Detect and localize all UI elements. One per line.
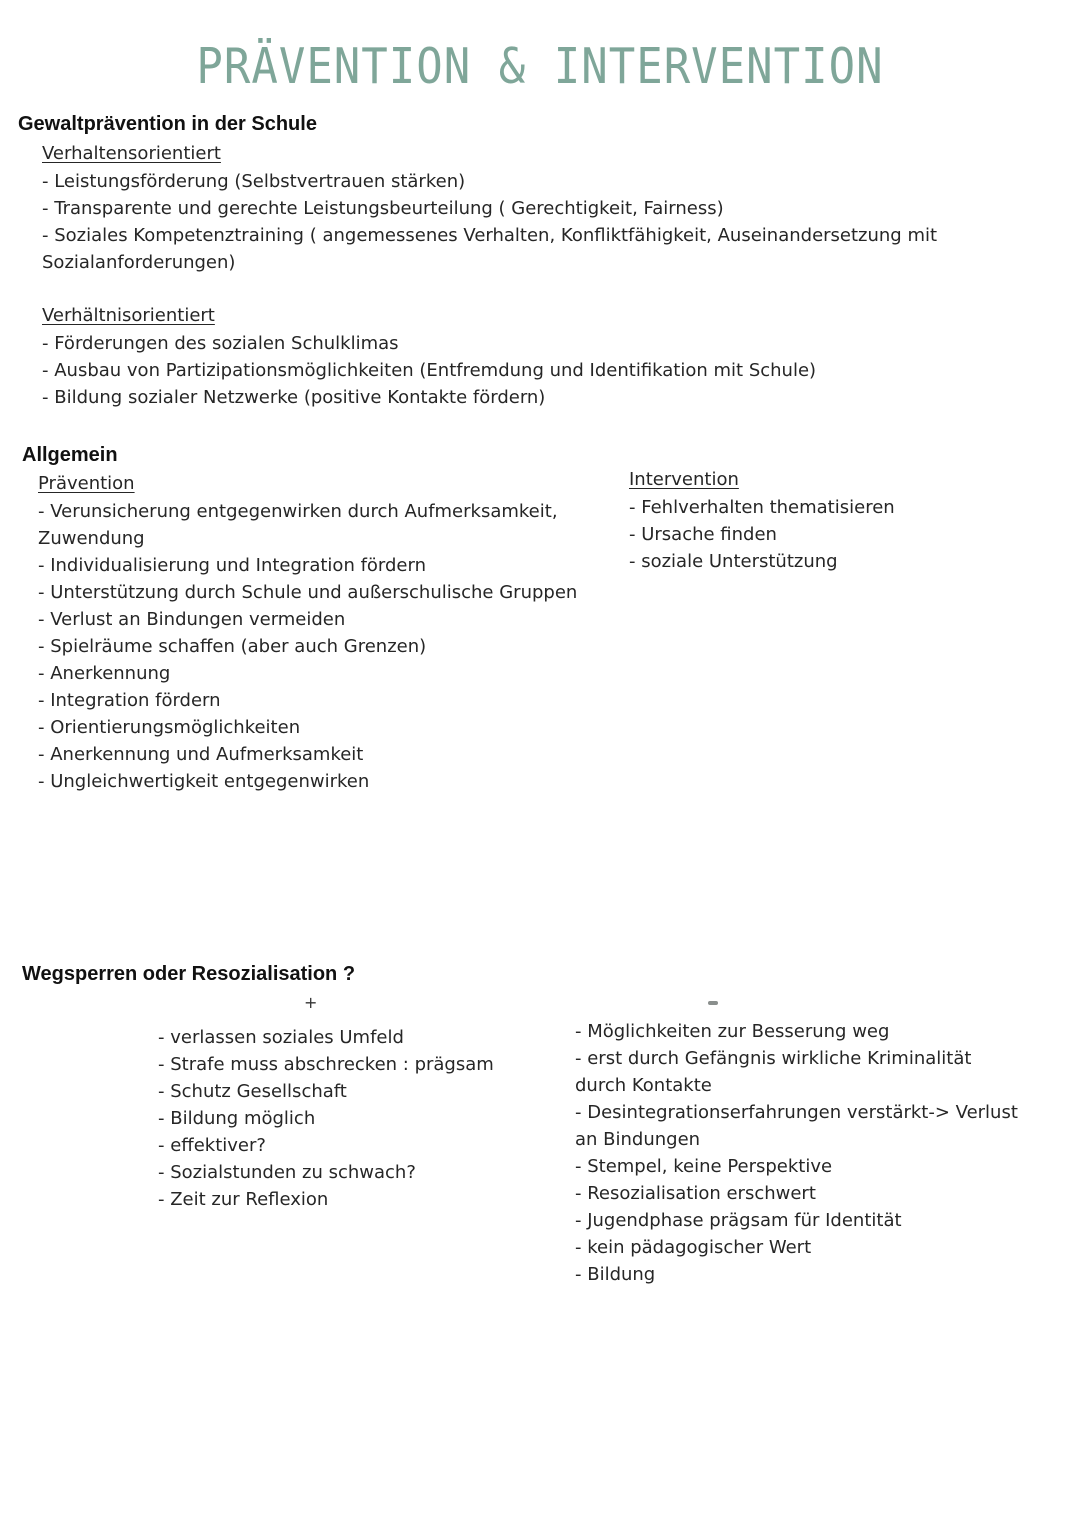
- list-contra: [575, 1018, 1055, 1288]
- list-item: - Jugendphase prägsam für Identität: [575, 1210, 902, 1231]
- list-item: - Fehlverhalten thematisieren: [629, 497, 895, 518]
- list-item: - Bildung möglich: [158, 1108, 316, 1129]
- list-item: - kein pädagogischer Wert: [575, 1237, 812, 1258]
- list-item: - Sozialstunden zu schwach?: [158, 1162, 416, 1183]
- section-heading-gewaltpraevention: Gewaltprävention in der Schule: [18, 113, 317, 135]
- minus-icon: [708, 1001, 718, 1005]
- list-item: - verlassen soziales Umfeld: [158, 1027, 404, 1048]
- page-title: PRÄVENTION & INTERVENTION: [196, 38, 884, 96]
- list-item: - Resozialisation erschwert: [575, 1183, 816, 1204]
- list-item: - Leistungsförderung (Selbstvertrauen stärken): [42, 171, 466, 192]
- plus-icon: +: [304, 993, 318, 1012]
- list-item: - Anerkennung und Aufmerksamkeit: [38, 744, 364, 765]
- list-item: - Stempel, keine Perspektive: [575, 1156, 833, 1177]
- list-item: - erst durch Gefängnis wirkliche Kriminalität: [575, 1048, 972, 1069]
- subheading-intervention: Intervention: [629, 469, 739, 490]
- list-item: - Soziales Kompetenztraining ( angemessenes Verhalten, Konfliktfähigkeit, Auseinandersetzung mit: [42, 225, 938, 246]
- list-item: - Möglichkeiten zur Besserung weg: [575, 1021, 890, 1042]
- list-item: - Bildung sozialer Netzwerke (positive Kontakte fördern): [42, 387, 546, 408]
- list-item: Sozialanforderungen): [42, 252, 236, 273]
- list-item: - Zeit zur Reflexion: [158, 1189, 329, 1210]
- list-item: an Bindungen: [575, 1129, 701, 1150]
- list-item: - soziale Unterstützung: [629, 551, 838, 572]
- list-item: - Individualisierung und Integration fördern: [38, 555, 426, 576]
- list-verhaeltnisorientiert: [42, 330, 1042, 411]
- list-item: - Schutz Gesellschaft: [158, 1081, 347, 1102]
- list-item: - Desintegrationserfahrungen verstärkt-> Verlust: [575, 1102, 1018, 1123]
- list-item: - Orientierungsmöglichkeiten: [38, 717, 301, 738]
- list-item: - Verlust an Bindungen vermeiden: [38, 609, 346, 630]
- list-item: Zuwendung: [38, 528, 145, 549]
- list-item: - Transparente und gerechte Leistungsbeurteilung ( Gerechtigkeit, Fairness): [42, 198, 724, 219]
- list-item: - Unterstützung durch Schule und außerschulische Gruppen: [38, 582, 578, 603]
- list-item: - Ausbau von Partizipationsmöglichkeiten (Entfremdung und Identifikation mit Schule): [42, 360, 817, 381]
- list-item: - Verunsicherung entgegenwirken durch Aufmerksamkeit,: [38, 501, 558, 522]
- list-pro: [158, 1024, 558, 1213]
- list-item: - Anerkennung: [38, 663, 171, 684]
- section-heading-wegsperren: Wegsperren oder Resozialisation ?: [22, 963, 356, 985]
- list-item: - Förderungen des sozialen Schulklimas: [42, 333, 399, 354]
- list-item: - Ungleichwertigkeit entgegenwirken: [38, 771, 370, 792]
- section-heading-allgemein: Allgemein: [22, 444, 118, 466]
- list-item: - Ursache finden: [629, 524, 777, 545]
- list-item: durch Kontakte: [575, 1075, 712, 1096]
- subheading-verhaltensorientiert: Verhaltensorientiert: [42, 143, 221, 164]
- list-item: - Integration fördern: [38, 690, 221, 711]
- list-item: - Bildung: [575, 1264, 656, 1285]
- list-verhaltensorientiert: [42, 168, 1042, 276]
- list-item: - Strafe muss abschrecken : prägsam: [158, 1054, 494, 1075]
- list-item: - Spielräume schaffen (aber auch Grenzen): [38, 636, 427, 657]
- list-item: - effektiver?: [158, 1135, 266, 1156]
- list-praevention: [38, 498, 608, 795]
- subheading-praevention: Prävention: [38, 473, 135, 494]
- list-intervention: [629, 494, 1049, 575]
- subheading-verhaeltnisorientiert: Verhältnisorientiert: [42, 305, 215, 326]
